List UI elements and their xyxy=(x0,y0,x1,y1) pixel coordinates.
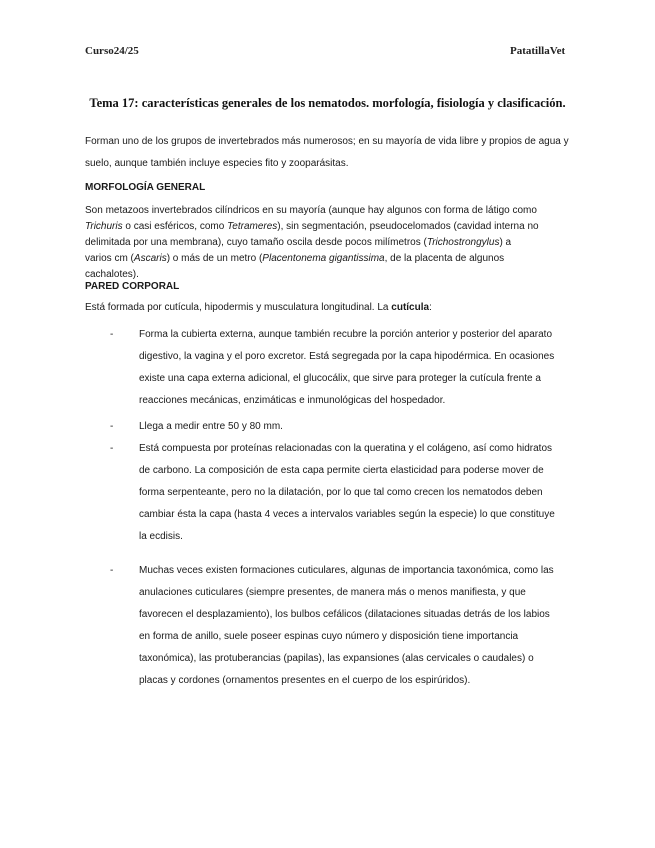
list-item-text: Está compuesta por proteínas relacionadas con la queratina y el colágeno, así como hidratos de carbono. La composición de esta capa permite cierta elasticidad para poderse mover de forma serpenteante, pero no la dilatación, por lo que tal como crecen los nematodos deben cambiar ésta la capa (hasta 4 veces a intervalos variables según la especie) lo que constituye la ecdisis. xyxy=(139,443,555,542)
pared-intro-end: : xyxy=(429,302,432,313)
dash-marker: - xyxy=(110,329,114,340)
dash-marker: - xyxy=(110,565,114,576)
dash-marker: - xyxy=(110,443,114,454)
list-item xyxy=(110,416,560,438)
species-placentonema: Placentonema gigantissima xyxy=(262,253,385,264)
list-item xyxy=(110,324,560,412)
species-trichuris: Trichuris xyxy=(85,221,123,232)
species-ascaris: Ascaris xyxy=(133,253,167,264)
list-item-text: Llega a medir entre 50 y 80 mm. xyxy=(139,421,283,432)
header-course: Curso24/25 xyxy=(85,45,139,57)
list-item xyxy=(110,438,560,548)
cuticula-list xyxy=(110,324,560,692)
list-item-text: Forma la cubierta externa, aunque también recubre la porción anterior y posterior del aparato digestivo, la vagina y el poro excretor. Está segregada por la capa hipodérmica. En ocasiones existe una capa externa adicional, el glucocálix, que sirve para proteger la cutícula frente a reacciones mecánicas, enzimáticas e inmunológicas del hospedador. xyxy=(139,329,555,406)
header-author: PatatillaVet xyxy=(510,45,566,57)
list-item xyxy=(110,560,560,692)
pared-intro-bold: cutícula xyxy=(391,302,430,313)
section-heading-morfologia: MORFOLOGÍA GENERAL xyxy=(85,182,206,193)
morfologia-text-6: , de la placenta de algunos cachalotes). xyxy=(85,253,505,280)
list-item-text: Muchas veces existen formaciones cuticulares, algunas de importancia taxonómica, como las anulaciones cuticulares (siempre presentes, de manera más o menos manifiesta, y que favorecen el desplazamiento), los bulbos cefálicos (dilataciones situadas detrás de los labios en forma de anillo, suele poseer espinas cuyo número y disposición tiene importancia taxonómica), las protuberancias (papilas), las expansiones (alas cervicales o caudales) o placas y cordones (ornamentos presentes en el cuerpo de los espirúridos). xyxy=(139,565,554,686)
dash-marker: - xyxy=(110,421,114,432)
species-trichostrongylus: Trichostrongylus xyxy=(426,237,500,248)
page-title: Tema 17: características generales de los nematodos. morfología, fisiología y clasificación. xyxy=(89,96,566,110)
morfologia-text-3: ), sin segmentación, pseudocelomados (cavidad interna no delimitada por una membrana), cuyo tamaño oscila desde pocos milímetros ( xyxy=(85,221,539,248)
section-heading-pared: PARED CORPORAL xyxy=(85,281,180,292)
pared-intro-text: Está formada por cutícula, hipodermis y musculatura longitudinal. La xyxy=(85,302,392,313)
intro-paragraph: Forman uno de los grupos de invertebrados más numerosos; en su mayoría de vida libre y propios de agua y suelo, aunque también incluye especies fito y zooparásitas. xyxy=(85,136,569,169)
species-tetrameres: Tetrameres xyxy=(227,221,278,232)
pared-intro-paragraph xyxy=(85,302,570,313)
morfologia-text-4: ) a varios cm ( xyxy=(85,237,512,264)
morfologia-text-2: o casi esféricos, como xyxy=(122,221,228,232)
morfologia-text-5: ) o más de un metro ( xyxy=(166,253,263,264)
morfologia-paragraph xyxy=(85,203,540,283)
morfologia-text-1: Son metazoos invertebrados cilíndricos en su mayoría (aunque hay algunos con forma de látigo como xyxy=(85,205,537,216)
